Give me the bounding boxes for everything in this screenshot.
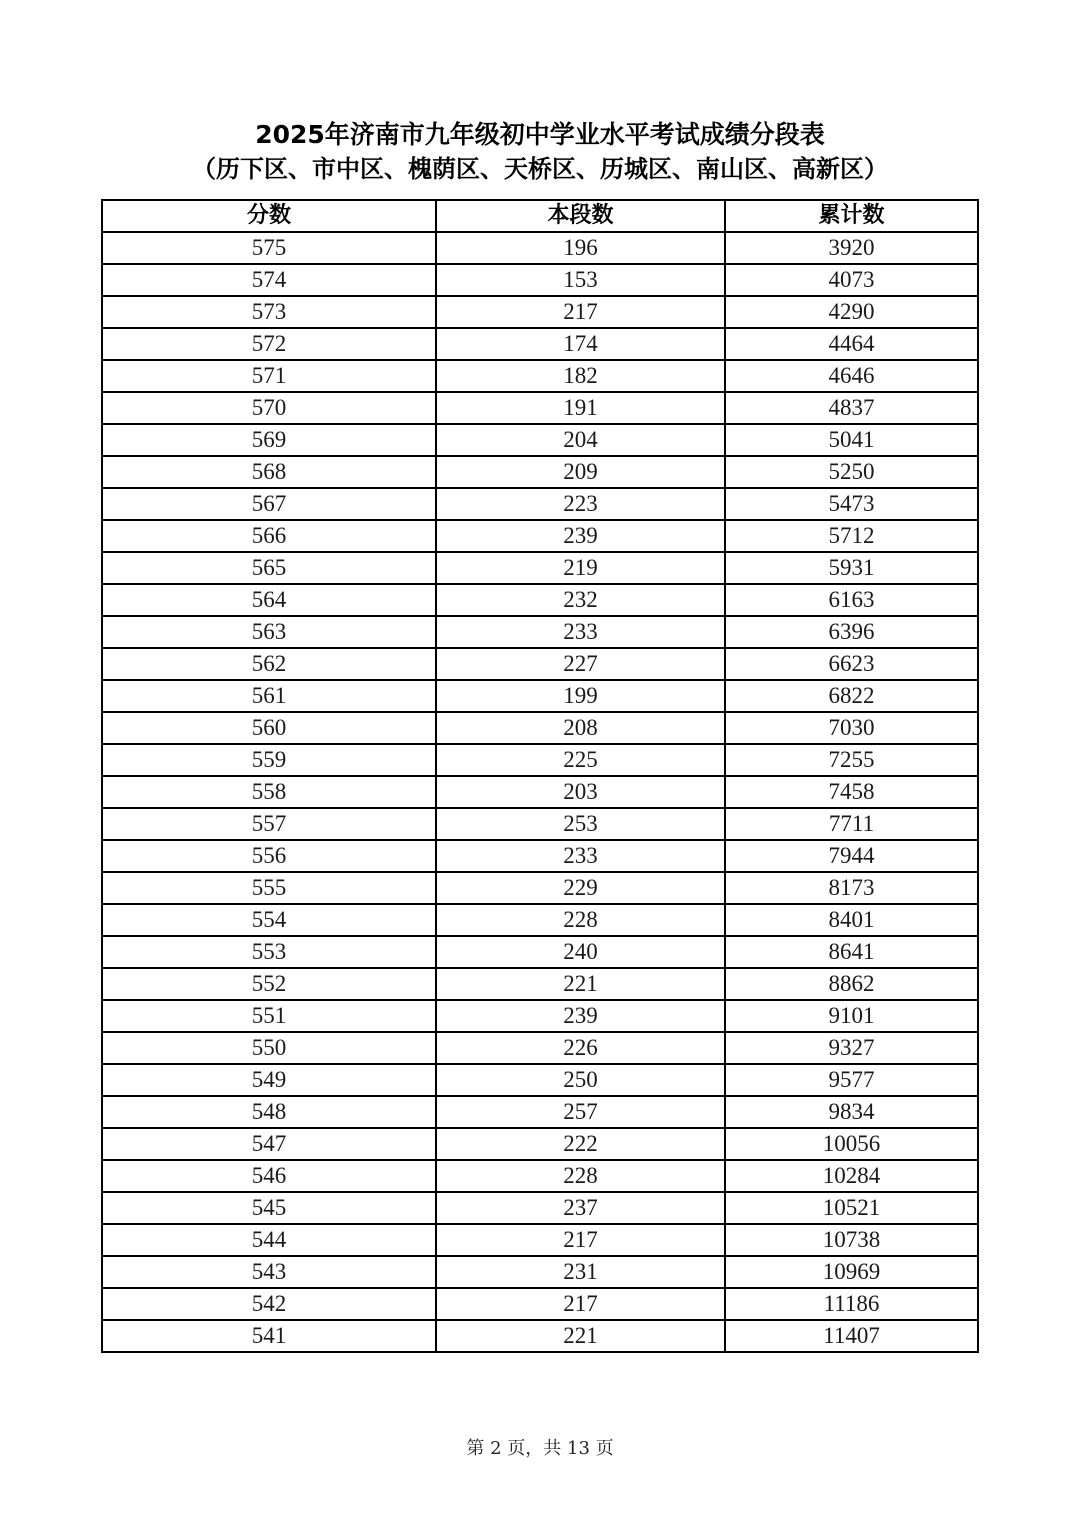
table-row — [102, 1320, 978, 1352]
cumulative-count-cell: 4837 — [725, 392, 978, 424]
table-row — [102, 232, 978, 264]
segment-count-cell: 250 — [436, 1064, 725, 1096]
table-row — [102, 744, 978, 776]
score-cell: 557 — [102, 808, 436, 840]
cumulative-count-cell: 5931 — [725, 552, 978, 584]
score-cell: 552 — [102, 968, 436, 1000]
score-cell: 554 — [102, 904, 436, 936]
table-row — [102, 1096, 978, 1128]
table-row — [102, 1256, 978, 1288]
header-score: 分数 — [102, 200, 436, 232]
segment-count-cell: 221 — [436, 968, 725, 1000]
table-row — [102, 872, 978, 904]
cumulative-count-cell: 8401 — [725, 904, 978, 936]
page-number: 第 2 页，共 13 页 — [466, 1438, 614, 1459]
score-cell: 558 — [102, 776, 436, 808]
segment-count-cell: 257 — [436, 1096, 725, 1128]
table-row — [102, 1128, 978, 1160]
segment-count-cell: 231 — [436, 1256, 725, 1288]
table-row — [102, 776, 978, 808]
cumulative-count-cell: 7458 — [725, 776, 978, 808]
cumulative-count-cell: 4464 — [725, 328, 978, 360]
cumulative-count-cell: 8173 — [725, 872, 978, 904]
table-row — [102, 424, 978, 456]
table-row — [102, 648, 978, 680]
table-body — [102, 232, 978, 1352]
score-cell: 575 — [102, 232, 436, 264]
cumulative-count-cell: 6163 — [725, 584, 978, 616]
cumulative-count-cell: 11186 — [725, 1288, 978, 1320]
segment-count-cell: 217 — [436, 296, 725, 328]
cumulative-count-cell: 5250 — [725, 456, 978, 488]
score-cell: 555 — [102, 872, 436, 904]
document-subtitle: （历下区、市中区、槐荫区、天桥区、历城区、南山区、高新区） — [192, 155, 888, 183]
cumulative-count-cell: 9577 — [725, 1064, 978, 1096]
table-row — [102, 1288, 978, 1320]
segment-count-cell: 226 — [436, 1032, 725, 1064]
table-row — [102, 392, 978, 424]
cumulative-count-cell: 10056 — [725, 1128, 978, 1160]
score-cell: 549 — [102, 1064, 436, 1096]
segment-count-cell: 239 — [436, 1000, 725, 1032]
cumulative-count-cell: 3920 — [725, 232, 978, 264]
table-header-row — [102, 200, 978, 232]
score-cell: 562 — [102, 648, 436, 680]
score-distribution-table — [101, 199, 979, 1353]
segment-count-cell: 228 — [436, 904, 725, 936]
cumulative-count-cell: 4290 — [725, 296, 978, 328]
table-row — [102, 1064, 978, 1096]
segment-count-cell: 229 — [436, 872, 725, 904]
table-row — [102, 1000, 978, 1032]
score-cell: 561 — [102, 680, 436, 712]
table-row — [102, 360, 978, 392]
score-cell: 567 — [102, 488, 436, 520]
table-row — [102, 264, 978, 296]
cumulative-count-cell: 10969 — [725, 1256, 978, 1288]
score-cell: 548 — [102, 1096, 436, 1128]
segment-count-cell: 233 — [436, 840, 725, 872]
score-cell: 568 — [102, 456, 436, 488]
score-cell: 560 — [102, 712, 436, 744]
score-cell: 564 — [102, 584, 436, 616]
score-cell: 544 — [102, 1224, 436, 1256]
score-cell: 563 — [102, 616, 436, 648]
segment-count-cell: 219 — [436, 552, 725, 584]
score-cell: 553 — [102, 936, 436, 968]
segment-count-cell: 209 — [436, 456, 725, 488]
segment-count-cell: 233 — [436, 616, 725, 648]
segment-count-cell: 225 — [436, 744, 725, 776]
table-row — [102, 520, 978, 552]
score-cell: 572 — [102, 328, 436, 360]
cumulative-count-cell: 7711 — [725, 808, 978, 840]
segment-count-cell: 208 — [436, 712, 725, 744]
cumulative-count-cell: 10284 — [725, 1160, 978, 1192]
segment-count-cell: 223 — [436, 488, 725, 520]
score-cell: 556 — [102, 840, 436, 872]
cumulative-count-cell: 6623 — [725, 648, 978, 680]
segment-count-cell: 196 — [436, 232, 725, 264]
score-cell: 573 — [102, 296, 436, 328]
cumulative-count-cell: 5712 — [725, 520, 978, 552]
table-row — [102, 584, 978, 616]
cumulative-count-cell: 10738 — [725, 1224, 978, 1256]
segment-count-cell: 240 — [436, 936, 725, 968]
table-row — [102, 1160, 978, 1192]
cumulative-count-cell: 6822 — [725, 680, 978, 712]
segment-count-cell: 199 — [436, 680, 725, 712]
segment-count-cell: 217 — [436, 1288, 725, 1320]
score-cell: 565 — [102, 552, 436, 584]
table-row — [102, 904, 978, 936]
header-segment-count: 本段数 — [436, 200, 725, 232]
segment-count-cell: 232 — [436, 584, 725, 616]
score-cell: 541 — [102, 1320, 436, 1352]
segment-count-cell: 221 — [436, 1320, 725, 1352]
table-row — [102, 1224, 978, 1256]
score-cell: 551 — [102, 1000, 436, 1032]
table-row — [102, 616, 978, 648]
segment-count-cell: 237 — [436, 1192, 725, 1224]
segment-count-cell: 217 — [436, 1224, 725, 1256]
table-row — [102, 840, 978, 872]
table-row — [102, 808, 978, 840]
cumulative-count-cell: 4646 — [725, 360, 978, 392]
cumulative-count-cell: 9101 — [725, 1000, 978, 1032]
segment-count-cell: 182 — [436, 360, 725, 392]
cumulative-count-cell: 7030 — [725, 712, 978, 744]
score-cell: 574 — [102, 264, 436, 296]
segment-count-cell: 239 — [436, 520, 725, 552]
cumulative-count-cell: 7944 — [725, 840, 978, 872]
cumulative-count-cell: 9327 — [725, 1032, 978, 1064]
score-cell: 550 — [102, 1032, 436, 1064]
cumulative-count-cell: 11407 — [725, 1320, 978, 1352]
cumulative-count-cell: 8641 — [725, 936, 978, 968]
cumulative-count-cell: 6396 — [725, 616, 978, 648]
score-cell: 569 — [102, 424, 436, 456]
table-row — [102, 680, 978, 712]
table-row — [102, 456, 978, 488]
document-title: 2025年济南市九年级初中学业水平考试成绩分段表 — [255, 120, 825, 149]
segment-count-cell: 191 — [436, 392, 725, 424]
cumulative-count-cell: 5473 — [725, 488, 978, 520]
segment-count-cell: 204 — [436, 424, 725, 456]
cumulative-count-cell: 7255 — [725, 744, 978, 776]
table-row — [102, 552, 978, 584]
score-cell: 566 — [102, 520, 436, 552]
table-row — [102, 1192, 978, 1224]
score-cell: 570 — [102, 392, 436, 424]
segment-count-cell: 153 — [436, 264, 725, 296]
table-row — [102, 328, 978, 360]
segment-count-cell: 174 — [436, 328, 725, 360]
score-cell: 545 — [102, 1192, 436, 1224]
segment-count-cell: 203 — [436, 776, 725, 808]
segment-count-cell: 222 — [436, 1128, 725, 1160]
segment-count-cell: 228 — [436, 1160, 725, 1192]
cumulative-count-cell: 5041 — [725, 424, 978, 456]
cumulative-count-cell: 8862 — [725, 968, 978, 1000]
score-cell: 546 — [102, 1160, 436, 1192]
header-cumulative-count: 累计数 — [725, 200, 978, 232]
segment-count-cell: 227 — [436, 648, 725, 680]
table-row — [102, 968, 978, 1000]
table-row — [102, 936, 978, 968]
score-cell: 543 — [102, 1256, 436, 1288]
table-row — [102, 296, 978, 328]
table-row — [102, 488, 978, 520]
cumulative-count-cell: 4073 — [725, 264, 978, 296]
table-row — [102, 712, 978, 744]
score-cell: 571 — [102, 360, 436, 392]
score-cell: 542 — [102, 1288, 436, 1320]
score-cell: 547 — [102, 1128, 436, 1160]
cumulative-count-cell: 10521 — [725, 1192, 978, 1224]
score-cell: 559 — [102, 744, 436, 776]
table-row — [102, 1032, 978, 1064]
segment-count-cell: 253 — [436, 808, 725, 840]
cumulative-count-cell: 9834 — [725, 1096, 978, 1128]
